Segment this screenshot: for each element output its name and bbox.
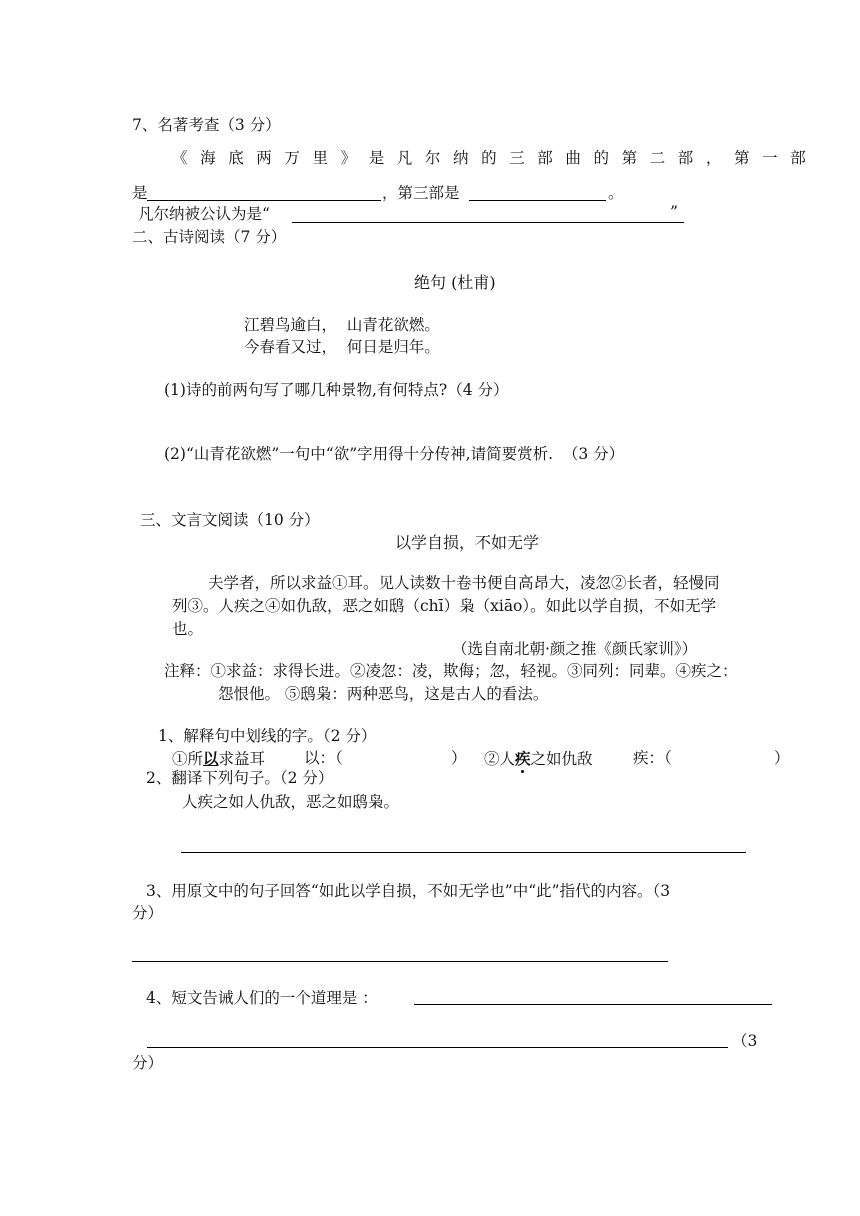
underlined-char-yi: 以 [203, 749, 219, 768]
classical-paragraph-2: 列③。人疾之④如仇敌，恶之如鸱（chī）枭（xiāo）。如此以学自损，不如无学 [172, 597, 717, 615]
q7-line3-prefix: 凡尔纳被公认为是“ [138, 205, 270, 223]
poem-question-2: (2)“山青花欲燃”一句中“欲”字用得十分传神,请简要赏析. （3 分） [164, 445, 625, 463]
q7-line1: 《海底两万里》是凡尔纳的三部曲的第二部，第一部 [172, 149, 819, 167]
dotted-char-ji: 疾 [515, 749, 531, 768]
answer-line-lesson-2[interactable] [147, 1047, 728, 1048]
question-1b-label: 疾：（ [633, 749, 672, 767]
blank-third-part[interactable] [469, 200, 606, 201]
question-1a-label: 以：（ [304, 749, 343, 767]
q7-line2-mid: ，第三部是 [382, 184, 460, 202]
question-1a-suffix: 求益耳 [218, 750, 266, 768]
poem-verse-2: 今春看又过， 何日是归年。 [244, 338, 440, 356]
classical-paragraph-3: 也。 [172, 620, 204, 638]
question-1a-prefix: ①所 [172, 750, 204, 768]
q7-heading: 7、名著考查（3 分） [132, 116, 281, 134]
q7-line3-close: ” [670, 203, 678, 221]
question-3-line-1: 3、用原文中的句子回答“如此以学自损，不如无学也”中“此”指代的内容。（3 [146, 882, 671, 900]
classical-heading: 三、文言文阅读（10 分） [140, 511, 320, 529]
blank-verne-title[interactable] [292, 222, 684, 223]
question-1b-suffix: 之如仇敌 [530, 750, 593, 768]
question-1a [172, 751, 265, 768]
q7-line2-prefix: 是 [132, 184, 148, 202]
blank-first-part[interactable] [147, 200, 381, 201]
poem-heading: 二、古诗阅读（7 分） [132, 228, 287, 246]
answer-line-lesson-1[interactable] [414, 1004, 772, 1005]
question-2-heading: 2、翻译下列句子。（2 分） [146, 769, 334, 787]
poem-title: 绝句 (杜甫) [414, 273, 496, 292]
poem-verse-1: 江碧鸟逾白， 山青花欲燃。 [244, 316, 440, 334]
question-1b-prefix: ②人 [484, 750, 516, 768]
answer-line-translation[interactable] [181, 852, 746, 853]
question-4-line-2: 分） [132, 1054, 164, 1072]
classical-note-2: 怨恨他。 ⑤鸱枭：两种恶鸟，这是古人的看法。 [218, 685, 549, 703]
question-1a-close: ） [451, 749, 467, 767]
question-2-sentence: 人疾之如人仇敌，恶之如鸱枭。 [182, 793, 400, 811]
classical-note-1: 注释：①求益：求得长进。②凌忽：凌，欺侮；忽，轻视。③同列：同辈。④疾之： [164, 662, 738, 680]
poem-question-1: (1)诗的前两句写了哪几种景物,有何特点?（4 分） [164, 381, 509, 399]
question-3-line-2: 分） [132, 904, 164, 922]
question-1-heading: 1、解释句中划线的字。（2 分） [158, 727, 377, 745]
classical-title: 以学自损，不如无学 [395, 533, 540, 552]
question-4-score: （3 [732, 1032, 758, 1050]
answer-slot-yi[interactable] [358, 766, 446, 767]
classical-source: （选自南北朝·颜之推《颜氏家训》） [452, 640, 698, 658]
question-1b [484, 751, 593, 768]
answer-slot-ji[interactable] [688, 766, 772, 767]
q7-line2-end: 。 [608, 184, 624, 202]
question-4-line-1: 4、短文告诫人们的一个道理是 ： [146, 989, 378, 1007]
classical-paragraph-1: 夫学者，所以求益①耳。见人读数十卷书便自高昂大，凌忽②长者，轻慢同 [208, 574, 720, 592]
question-1b-close: ） [774, 749, 790, 767]
answer-line-reference[interactable] [132, 961, 668, 962]
